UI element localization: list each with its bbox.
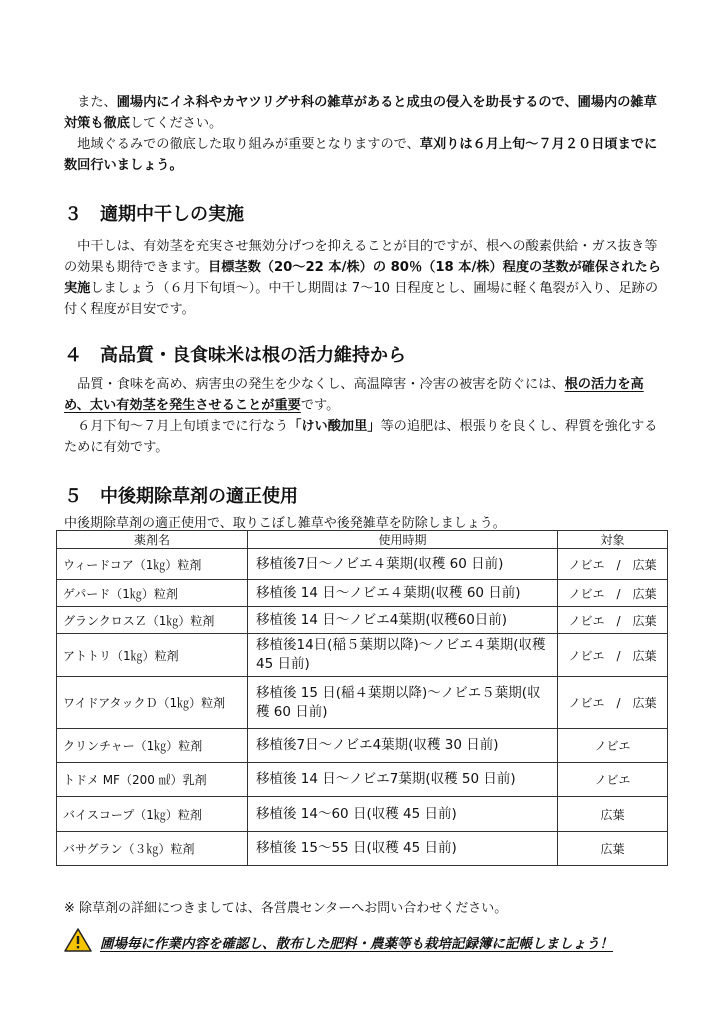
paragraph-midseason-drainage [64,236,664,320]
paragraph-root-vitality [64,374,664,416]
herbicide-name: ウィードコア（1㎏）粒剤 [57,549,248,580]
text-span: してください。 [129,116,223,131]
section-3-heading: ３ 適期中干しの実施 [64,204,244,225]
bold-text: 圃場内にイネ科やカヤツリグサ科の雑草があると成虫の侵入を助長するので、圃場内の雑草対策も徹底 [64,95,657,131]
table-row [57,729,668,763]
usage-timing: 移植後 14 日～ノビエ４葉期(収穫 60 日前) [248,580,558,607]
table-row [57,580,668,607]
target-weeds: 広葉 [558,832,668,866]
text-span: 地域ぐるみでの徹底した取り組みが重要となりますので、 [64,137,420,152]
target-weeds: ノビエ [558,763,668,797]
herbicide-name: ワイドアタックＤ（1㎏）粒剤 [57,677,248,729]
warning-text: 圃場毎に作業内容を確認し、散布した肥料・農薬等も栽培記録簿に記帳しましょう！ [100,936,613,952]
usage-timing: 移植後 14 日～ノビエ4葉期(収穫60日前) [248,607,558,634]
target-weeds: ノビエ [558,729,668,763]
herbicide-name: トドメ MF（200 ㎖）乳剤 [57,763,248,797]
table-row [57,549,668,580]
text-span: ６月下旬～７月上旬頃までに行なう [64,419,289,434]
table-row [57,607,668,634]
underlined-bold-text: 根の活力を高め、太い有効茎を発生させることが重要 [64,377,644,413]
usage-timing: 移植後 14～60 日(収穫 45 日前) [248,797,558,832]
text-span: 品質・食味を高め、病害虫の発生を少なくし、高温障害・冷害の被害を防ぐには、 [64,377,565,392]
column-header-timing: 使用時期 [248,531,558,549]
target-weeds: ノビエ / 広葉 [558,549,668,580]
target-weeds: ノビエ / 広葉 [558,607,668,634]
herbicide-name: バサグラン（３㎏）粒剤 [57,832,248,866]
table-row [57,634,668,677]
herbicide-name: グランクロスＺ（1㎏）粒剤 [57,607,248,634]
text-span: また、 [64,95,117,110]
section-4-heading: ４ 高品質・良食味米は根の活力維持から [64,345,406,366]
herbicide-intro: 中後期除草剤の適正使用で、取りこぼし雑草や後発雑草を防除しましょう。 [64,516,506,531]
table-row [57,797,668,832]
bold-text: 目標茎数（20～22 本/株）の 80％（18 本/株）程度の茎数が確保されたら実施 [64,260,661,296]
usage-timing: 移植後14日(稲５葉期以降)～ノビエ４葉期(収穫 45 日前) [248,634,558,677]
column-header-name: 薬剤名 [57,531,248,549]
target-weeds: ノビエ / 広葉 [558,634,668,677]
herbicide-table [56,530,668,866]
usage-timing: 移植後7日～ノビエ4葉期(収穫 30 日前) [248,729,558,763]
paragraph-weed-control [64,92,664,134]
table-row [57,677,668,729]
usage-timing: 移植後7日～ノビエ４葉期(収穫 60 日前) [248,549,558,580]
bold-text: 草刈りは６月上旬～７月２０日頃までに数回行いましょう。 [64,137,658,173]
target-weeds: ノビエ / 広葉 [558,677,668,729]
bold-text: 「けい酸加里」 [288,419,381,434]
herbicide-name: アトトリ（1㎏）粒剤 [57,634,248,677]
table-row [57,763,668,797]
target-weeds: 広葉 [558,797,668,832]
warning-banner [64,928,674,956]
text-span: 等の追肥は、根張りを良くし、稈質を強化するために有効です。 [64,419,658,455]
text-span: です。 [300,398,340,413]
target-weeds: ノビエ / 広葉 [558,580,668,607]
section-5-heading: ５ 中後期除草剤の適正使用 [64,486,298,507]
herbicide-name: クリンチャー（1㎏）粒剤 [57,729,248,763]
herbicide-note: ※ 除草剤の詳細につきましては、各営農センターへお問い合わせください。 [64,901,508,916]
usage-timing: 移植後 15 日(稲４葉期以降)～ノビエ５葉期(収穫 60 日前) [248,677,558,729]
table-header-row [57,531,668,549]
herbicide-name: ゲパード（1㎏）粒剤 [57,580,248,607]
table-row [57,832,668,866]
text-span: しましょう（６月下旬頃～）。中干し期間は 7～10 日程度とし、圃場に軽く亀裂が入り、足跡の付く程度が目安です。 [64,281,659,317]
text-span: 中干しは、有効茎を充実させ無効分げつを抑えることが目的ですが、根への酸素供給・ガス抜き等の効果も期待できます。 [64,239,658,275]
warning-icon [64,928,92,952]
paragraph-mowing [64,134,664,176]
paragraph-silicate-fertilizer [64,416,664,458]
usage-timing: 移植後 14 日～ノビエ7葉期(収穫 50 日前) [248,763,558,797]
column-header-target: 対象 [558,531,668,549]
herbicide-name: バイスコープ（1㎏）粒剤 [57,797,248,832]
usage-timing: 移植後 15～55 日(収穫 45 日前) [248,832,558,866]
